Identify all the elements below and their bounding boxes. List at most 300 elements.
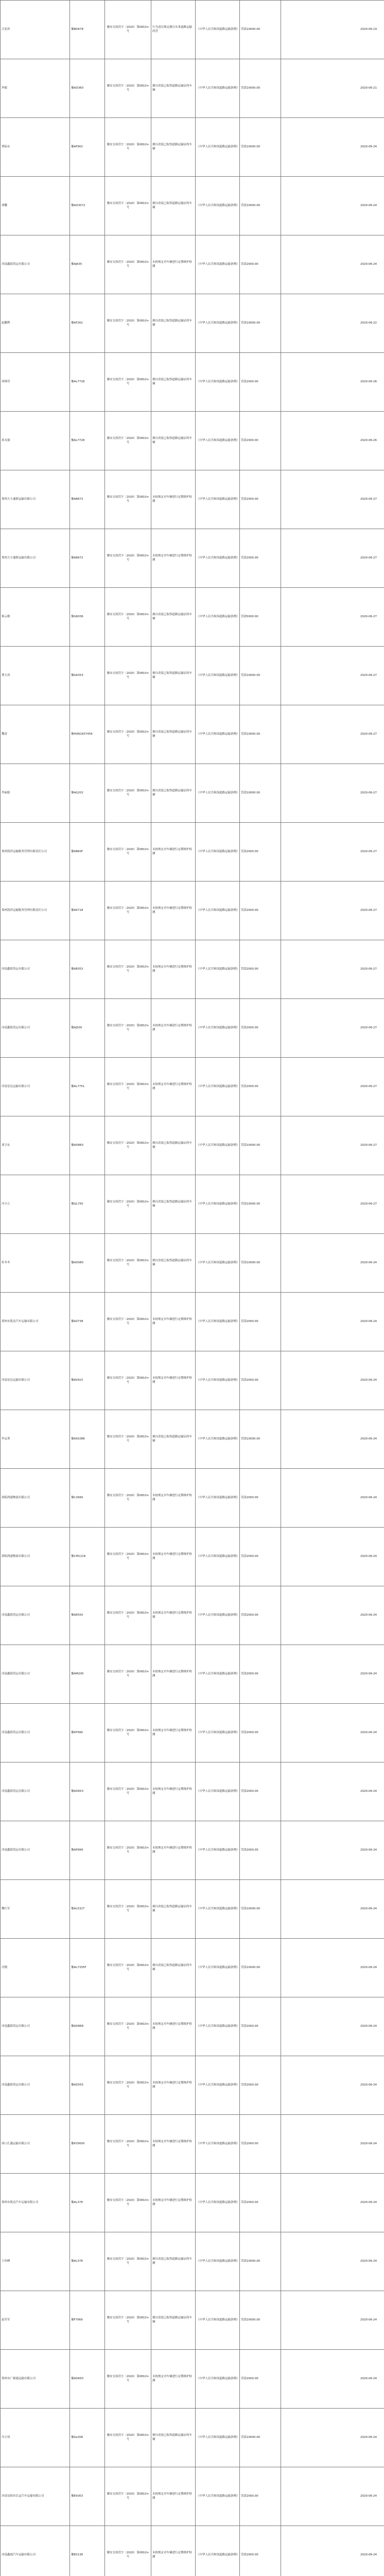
plate-number-cell: 豫AL7728 [70,353,105,412]
decision-date-cell: 2020-06-26 [281,412,384,470]
penalty-cell: 罚款10000.00 [240,1880,281,1939]
party-name-cell: 周口汇鑫运输有限公司 [1,2115,70,2174]
penalty-cell: 罚款2000.00 [240,470,281,529]
decision-date-cell: 2020-06-27 [281,470,384,529]
decision-date-cell: 2020-06-24 [281,1939,384,1997]
violation-cell: 未按规定对车辆进行定期维护检测 [151,2115,196,2174]
legal-basis-cell: 《中华人民共和国道路运输条例》 [196,1469,240,1528]
violation-cell: 擅自改装已取得道路运输证的车辆 [151,1880,196,1939]
decision-date-cell: 2020-06-24 [281,1351,384,1410]
legal-basis-cell: 《中华人民共和国道路运输条例》 [196,1762,240,1821]
penalty-cell: 罚款2000.00 [240,1586,281,1645]
party-name-cell: 河南鑫海货运有限公司 [1,1704,70,1762]
decision-number-cell: 豫安交执罚字〔2020〕第0810×号 [105,235,151,294]
table-row [1,353,384,412]
decision-date-cell: 2020-06-27 [281,1116,384,1175]
decision-number-cell: 豫安交执罚字〔2020〕第0810×号 [105,882,151,940]
penalty-cell: 罚款2000.00 [240,1645,281,1704]
plate-number-cell: 豫AB972 [70,529,105,588]
decision-date-cell: 2020-06-24 [281,1645,384,1704]
penalty-cell: 罚款2000.00 [240,2350,281,2409]
decision-number-cell: 豫安交执罚字〔2020〕第0810×号 [105,647,151,705]
plate-number-cell: 豫BD678 [70,1,105,59]
plate-number-cell: 豫G6353 [70,647,105,705]
party-name-cell: 王伟峰 [1,2232,70,2291]
party-name-cell: 河南鑫海货运有限公司 [1,235,70,294]
plate-number-cell: 豫GL750 [70,1175,105,1234]
violation-cell: 未按规定对车辆进行定期维护检测 [151,1821,196,1880]
plate-number-cell: 豫AE053 [70,940,105,999]
decision-date-cell: 2020-06-27 [281,588,384,647]
penalty-cell: 罚款10000.00 [240,1116,281,1175]
decision-number-cell: 豫安交执罚字〔2020〕第0810×号 [105,2467,151,2526]
decision-number-cell: 豫安交执罚字〔2020〕第0810×号 [105,940,151,999]
decision-date-cell: 2020-06-24 [281,1410,384,1469]
violation-cell: 未按规定对车辆进行定期维护检测 [151,1293,196,1351]
party-name-cell: 冯刚 [1,1939,70,1997]
penalty-cell: 罚款2000.00 [240,1704,281,1762]
penalty-cell: 罚款10000.00 [240,1234,281,1293]
legal-basis-cell: 《中华人民共和国道路运输条例》 [196,2174,240,2232]
plate-number-cell: 豫AJ635 [70,235,105,294]
plate-number-cell: 豫AM200 [70,1645,105,1704]
decision-number-cell: 豫安交执罚字〔2020〕第0810×号 [105,1939,151,1997]
violation-cell: 擅自改装已取得道路运输证的车辆 [151,1234,196,1293]
penalty-cell: 罚款10000.00 [240,2409,281,2467]
violation-cell: 擅自改装已取得道路运输证的车辆 [151,2232,196,2291]
violation-cell: 未按规定对车辆进行定期维护检测 [151,1997,196,2056]
plate-number-cell: 豫AD883 [70,1116,105,1175]
decision-date-cell: 2020-06-24 [281,235,384,294]
table-row [1,940,384,999]
decision-date-cell: 2020-06-24 [281,1880,384,1939]
penalty-cell: 罚款10000.00 [240,59,281,118]
decision-number-cell: 豫安交执罚字〔2020〕第0810×号 [105,1645,151,1704]
violation-cell: 擅自改装已取得道路运输证的车辆 [151,1410,196,1469]
violation-cell: 未按规定对车辆进行定期维护检测 [151,1645,196,1704]
penalty-cell: 罚款2000.00 [240,2115,281,2174]
legal-basis-cell: 《中华人民共和国道路运输条例》 [196,1175,240,1234]
table-row [1,588,384,647]
violation-cell: 擅自改装已取得道路运输证的车辆 [151,2291,196,2350]
legal-basis-cell: 《中华人民共和国道路运输条例》 [196,1234,240,1293]
decision-date-cell: 2020-06-24 [281,2115,384,2174]
plate-number-cell: 豫AD360 [70,59,105,118]
decision-number-cell: 豫安交执罚字〔2020〕第0810×号 [105,705,151,764]
plate-number-cell: 豫GL006 [70,2409,105,2467]
violation-cell: 擅自改装已取得道路运输证的车辆 [151,412,196,470]
violation-cell: 擅自改装已取得道路运输证的车辆 [151,177,196,235]
decision-date-cell: 2020-06-27 [281,529,384,588]
plate-number-cell: 豫CM1218 [70,1528,105,1586]
penalty-table-body [1,1,384,2576]
penalty-cell: 罚款10000.00 [240,1410,281,1469]
decision-date-cell: 2020-06-27 [281,1175,384,1234]
decision-date-cell: 2020-06-24 [281,1586,384,1645]
party-name-cell: 洛阳鸿通物流有限公司 [1,1528,70,1586]
violation-cell: 未按规定对车辆进行定期维护检测 [151,1762,196,1821]
party-name-cell: 河南鑫晟汽车运输有限公司 [1,2526,70,2576]
decision-number-cell: 豫安交执罚字〔2020〕第0810×号 [105,2115,151,2174]
legal-basis-cell: 《中华人民共和国道路运输条例》 [196,1586,240,1645]
violation-cell: 擅自改装已取得道路运输证的车辆 [151,705,196,764]
table-row [1,2467,384,2526]
table-row [1,1528,384,1586]
violation-cell: 未按规定对车辆进行定期维护检测 [151,999,196,1058]
legal-basis-cell: 《中华人民共和国道路运输条例》 [196,2056,240,2115]
legal-basis-cell: 《中华人民共和国道路运输条例》 [196,1528,240,1586]
table-row [1,1175,384,1234]
table-row [1,1234,384,1293]
penalty-cell: 罚款2000.00 [240,2467,281,2526]
decision-number-cell: 豫安交执罚字〔2020〕第0810×号 [105,353,151,412]
violation-cell: 未按规定对车辆进行定期维护检测 [151,1469,196,1528]
party-name-cell: 河南鑫海货运有限公司 [1,940,70,999]
legal-basis-cell: 《中华人民共和国道路运输条例》 [196,412,240,470]
legal-basis-cell: 《中华人民共和国道路运输条例》 [196,1997,240,2056]
penalty-cell: 罚款2000.00 [240,2526,281,2576]
party-name-cell: 河南鑫海货运有限公司 [1,1586,70,1645]
decision-date-cell: 2020-06-27 [281,764,384,823]
violation-cell: 擅自改装已取得道路运输证的车辆 [151,2409,196,2467]
legal-basis-cell: 《中华人民共和国道路运输条例》 [196,118,240,177]
decision-date-cell: 2020-06-27 [281,940,384,999]
violation-cell: 行为违反规定擅自从事道路运输经营 [151,1,196,59]
violation-cell: 未按规定对车辆进行定期维护检测 [151,1528,196,1586]
decision-date-cell: 2020-06-27 [281,999,384,1058]
legal-basis-cell: 《中华人民共和国道路运输条例》 [196,1351,240,1410]
legal-basis-cell: 《中华人民共和国道路运输条例》 [196,764,240,823]
legal-basis-cell: 《中华人民共和国道路运输条例》 [196,2115,240,2174]
party-name-cell: 洛阳鸿通物流有限公司 [1,1469,70,1528]
decision-date-cell: 2020-06-24 [281,1234,384,1293]
legal-basis-cell: 《中华人民共和国道路运输条例》 [196,353,240,412]
decision-number-cell: 豫安交执罚字〔2020〕第0810×号 [105,1410,151,1469]
plate-number-cell: 豫AK718 [70,882,105,940]
violation-cell: 擅自改装已取得道路运输证的车辆 [151,1116,196,1175]
legal-basis-cell: 《中华人民共和国道路运输条例》 [196,1645,240,1704]
legal-basis-cell: 《中华人民共和国道路运输条例》 [196,1821,240,1880]
decision-number-cell: 豫安交执罚字〔2020〕第0810×号 [105,1997,151,2056]
table-row [1,1586,384,1645]
decision-number-cell: 豫安交执罚字〔2020〕第0810×号 [105,470,151,529]
decision-number-cell: 豫安交执罚字〔2020〕第0810×号 [105,1351,151,1410]
decision-date-cell: 2020-06-24 [281,1997,384,2056]
decision-number-cell: 豫安交执罚字〔2020〕第0810×号 [105,999,151,1058]
decision-date-cell: 2020-06-24 [281,2174,384,2232]
table-row [1,1939,384,1997]
plate-number-cell: 豫AP999 [70,1821,105,1880]
decision-number-cell: 豫安交执罚字〔2020〕第0810×号 [105,2291,151,2350]
violation-cell: 未按规定对车辆进行定期维护检测 [151,529,196,588]
party-name-cell: 周维营 [1,353,70,412]
legal-basis-cell: 《中华人民共和国道路运输条例》 [196,2409,240,2467]
legal-basis-cell: 《中华人民共和国道路运输条例》 [196,823,240,882]
plate-number-cell: 豫AJ500 [70,999,105,1058]
decision-number-cell: 豫安交执罚字〔2020〕第0810×号 [105,1880,151,1939]
table-row [1,647,384,705]
party-name-cell: 刘卫东 [1,1116,70,1175]
party-name-cell: 郑州市凯达汽车运输有限公司 [1,1293,70,1351]
decision-date-cell: 2020-06-24 [281,1704,384,1762]
table-row [1,1410,384,1469]
violation-cell: 未按规定对车辆进行定期维护检测 [151,1351,196,1410]
plate-number-cell: 豫AD653 [70,1762,105,1821]
table-row [1,2291,384,2350]
party-name-cell: 胡鹏 [1,177,70,235]
violation-cell: 未按规定对车辆进行定期维护检测 [151,823,196,882]
legal-basis-cell: 《中华人民共和国道路运输条例》 [196,1704,240,1762]
table-row [1,1,384,59]
violation-cell: 未按规定对车辆进行定期维护检测 [151,2174,196,2232]
table-row [1,2350,384,2409]
party-name-cell: 河南鑫海货运有限公司 [1,1762,70,1821]
table-row [1,529,384,588]
decision-number-cell: 豫安交执罚字〔2020〕第0810×号 [105,2174,151,2232]
decision-date-cell: 2020-06-24 [281,2467,384,2526]
violation-cell: 擅自改装已取得道路运输证的车辆 [151,353,196,412]
party-name-cell: 河南鑫海货运有限公司 [1,999,70,1058]
violation-cell: 擅自改装已取得道路运输证的车辆 [151,1175,196,1234]
legal-basis-cell: 《中华人民共和国道路运输条例》 [196,647,240,705]
table-row [1,1762,384,1821]
table-row [1,2174,384,2232]
table-row [1,177,384,235]
violation-cell: 擅自改装已取得道路运输证的车辆 [151,1939,196,1997]
plate-number-cell: 豫F7969 [70,2291,105,2350]
plate-number-cell: 豫AD3072 [70,177,105,235]
decision-number-cell: 豫安交执罚字〔2020〕第0810×号 [105,1234,151,1293]
legal-basis-cell: 《中华人民共和国道路运输条例》 [196,1058,240,1116]
decision-number-cell: 豫安交执罚字〔2020〕第0810×号 [105,2350,151,2409]
penalty-cell: 罚款2000.00 [240,999,281,1058]
decision-date-cell: 2020-06-24 [281,1469,384,1528]
table-row [1,2526,384,2576]
penalty-cell: 罚款10000.00 [240,1,281,59]
penalty-cell: 罚款2000.00 [240,1997,281,2056]
table-row [1,1469,384,1528]
decision-number-cell: 豫安交执罚字〔2020〕第0810×号 [105,2232,151,2291]
decision-number-cell: 豫安交执罚字〔2020〕第0810×号 [105,529,151,588]
party-name-cell: 吕亚滨 [1,1,70,59]
party-name-cell: 郑州市广源通运输有限公司 [1,2350,70,2409]
violation-cell: 未按规定对车辆进行定期维护检测 [151,1058,196,1116]
plate-number-cell: 豫AL5327 [70,1880,105,1939]
decision-number-cell: 豫安交执罚字〔2020〕第0810×号 [105,1528,151,1586]
party-name-cell: 河南鑫海货运有限公司 [1,1645,70,1704]
table-row [1,118,384,177]
decision-date-cell: 2020-06-27 [281,1058,384,1116]
decision-date-cell: 2020-06-27 [281,882,384,940]
violation-cell: 未按规定对车辆进行定期维护检测 [151,2526,196,2576]
legal-basis-cell: 《中华人民共和国道路运输条例》 [196,2291,240,2350]
legal-basis-cell: 《中华人民共和国道路运输条例》 [196,2350,240,2409]
penalty-cell: 罚款2000.00 [240,882,281,940]
legal-basis-cell: 《中华人民共和国道路运输条例》 [196,705,240,764]
plate-number-cell: 豫AB972 [70,470,105,529]
decision-number-cell: 豫安交执罚字〔2020〕第0810×号 [105,1,151,59]
party-name-cell: 魏涛 [1,705,70,764]
legal-basis-cell: 《中华人民共和国道路运输条例》 [196,999,240,1058]
legal-basis-cell: 《中华人民共和国道路运输条例》 [196,1293,240,1351]
penalty-cell: 罚款2000.00 [240,2174,281,2232]
violation-cell: 未按规定对车辆进行定期维护检测 [151,940,196,999]
decision-number-cell: 豫安交执罚字〔2020〕第0810×号 [105,1821,151,1880]
decision-number-cell: 豫安交执罚字〔2020〕第0810×号 [105,2056,151,2115]
party-name-cell: 河南鑫海货运有限公司 [1,1821,70,1880]
table-row [1,2115,384,2174]
decision-date-cell: 2020-06-24 [281,2291,384,2350]
party-name-cell: 郑州凯祥运输服务管理有限责任公司 [1,882,70,940]
decision-number-cell: 豫安交执罚字〔2020〕第0810×号 [105,2409,151,2467]
party-name-cell: 郑州市凯达汽车运输有限公司 [1,2174,70,2232]
decision-date-cell: 2020-06-21 [281,59,384,118]
decision-number-cell: 豫安交执罚字〔2020〕第0810×号 [105,118,151,177]
party-name-cell: 河南鑫海货运有限公司 [1,1997,70,2056]
party-name-cell: 李毅 [1,59,70,118]
violation-cell: 未按规定对车辆进行定期维护检测 [151,470,196,529]
legal-basis-cell: 《中华人民共和国道路运输条例》 [196,882,240,940]
decision-date-cell: 2020-06-24 [281,2526,384,2576]
table-row [1,1116,384,1175]
table-row [1,1351,384,1410]
violation-cell: 擅自改装已取得道路运输证的车辆 [151,118,196,177]
penalty-cell: 罚款10000.00 [240,2291,281,2350]
decision-date-cell: 2020-06-24 [281,177,384,235]
legal-basis-cell: 《中华人民共和国道路运输条例》 [196,294,240,353]
decision-number-cell: 豫安交执罚字〔2020〕第0810×号 [105,412,151,470]
table-row [1,470,384,529]
party-name-cell: 杨云敏 [1,588,70,647]
penalty-cell: 罚款2000.00 [240,1469,281,1528]
table-row [1,823,384,882]
plate-number-cell: 豫AT999 [70,1704,105,1762]
plate-number-cell: 豫E0138 [70,2526,105,2576]
table-row [1,2409,384,2467]
legal-basis-cell: 《中华人民共和国道路运输条例》 [196,1939,240,1997]
table-row [1,2232,384,2291]
plate-number-cell: 豫AB60F [70,823,105,882]
penalty-cell: 罚款2000.00 [240,1762,281,1821]
decision-date-cell: 2020-06-24 [281,118,384,177]
decision-number-cell: 豫安交执罚字〔2020〕第0810×号 [105,2526,151,2576]
decision-number-cell: 豫安交执罚字〔2020〕第0810×号 [105,1704,151,1762]
table-row [1,235,384,294]
violation-cell: 未按规定对车辆进行定期维护检测 [151,2056,196,2115]
legal-basis-cell: 《中华人民共和国道路运输条例》 [196,177,240,235]
decision-date-cell: 2020-06-27 [281,823,384,882]
violation-cell: 擅自改装已取得道路运输证的车辆 [151,59,196,118]
decision-date-cell: 2020-06-24 [281,2409,384,2467]
table-row [1,764,384,823]
violation-cell: 未按规定对车辆进行定期维护检测 [151,2350,196,2409]
violation-cell: 未按规定对车辆进行定期维护检测 [151,882,196,940]
table-row [1,882,384,940]
table-row [1,1704,384,1762]
decision-date-cell: 2020-06-27 [281,705,384,764]
plate-number-cell: 豫AL378 [70,2174,105,2232]
penalty-cell: 罚款10000.00 [240,647,281,705]
decision-number-cell: 豫安交执罚字〔2020〕第0810×号 [105,1586,151,1645]
party-name-cell: 赵军军 [1,2291,70,2350]
legal-basis-cell: 《中华人民共和国道路运输条例》 [196,1116,240,1175]
violation-cell: 未按规定对车辆进行定期维护检测 [151,1586,196,1645]
party-name-cell: 河南星达运输有限公司 [1,1058,70,1116]
plate-number-cell: 豫AL7728 [70,412,105,470]
table-row [1,1880,384,1939]
decision-number-cell: 豫安交执罚字〔2020〕第0810×号 [105,294,151,353]
plate-number-cell: 豫AD555 [70,2056,105,2115]
legal-basis-cell: 《中华人民共和国道路运输条例》 [196,235,240,294]
party-name-cell: 曹天真 [1,647,70,705]
party-name-cell: 河南鑫海货运有限公司 [1,2056,70,2115]
penalty-cell: 罚款10000.00 [240,1939,281,1997]
table-row [1,1645,384,1704]
table-row [1,999,384,1058]
penalty-cell: 罚款10000.00 [240,1175,281,1234]
penalty-cell: 罚款2000.00 [240,1058,281,1116]
plate-number-cell: 豫AL378 [70,2232,105,2291]
decision-date-cell: 2020-06-24 [281,2350,384,2409]
violation-cell: 未按规定对车辆进行定期维护检测 [151,2467,196,2526]
legal-basis-cell: 《中华人民共和国道路运输条例》 [196,1410,240,1469]
table-row [1,1293,384,1351]
party-name-cell: 冯小立 [1,1175,70,1234]
plate-number-cell: 豫AL7335F [70,1939,105,1997]
decision-number-cell: 豫安交执罚字〔2020〕第0810×号 [105,764,151,823]
penalty-cell: 罚款2000.00 [240,1821,281,1880]
decision-number-cell: 豫安交执罚字〔2020〕第0810×号 [105,1293,151,1351]
plate-number-cell: 豫AD080 [70,1234,105,1293]
plate-number-cell: 豫AG202 [70,764,105,823]
legal-basis-cell: 《中华人民共和国道路运输条例》 [196,588,240,647]
plate-number-cell: 豫AD868 [70,1997,105,2056]
decision-number-cell: 豫安交执罚字〔2020〕第0810×号 [105,1762,151,1821]
party-name-cell: 冯立伟 [1,2409,70,2467]
plate-number-cell: 豫AD650 [70,2350,105,2409]
violation-cell: 未按规定对车辆进行定期维护检测 [151,235,196,294]
penalty-cell: 罚款2000.00 [240,353,281,412]
legal-basis-cell: 《中华人民共和国道路运输条例》 [196,59,240,118]
table-row [1,705,384,764]
plate-number-cell: 豫AZ738 [70,1293,105,1351]
table-row [1,412,384,470]
legal-basis-cell: 《中华人民共和国道路运输条例》 [196,1880,240,1939]
legal-basis-cell: 《中华人民共和国道路运输条例》 [196,2467,240,2526]
decision-number-cell: 豫安交执罚字〔2020〕第0810×号 [105,588,151,647]
table-row [1,1997,384,2056]
decision-date-cell: 2020-06-24 [281,2232,384,2291]
penalty-cell: 罚款2000.00 [240,1528,281,1586]
penalty-cell: 罚款2000.00 [240,1351,281,1410]
plate-number-cell: 豫AF902 [70,118,105,177]
party-name-cell: 郑州大小通联运输有限公司 [1,470,70,529]
penalty-cell: 罚款2000.00 [240,823,281,882]
table-row [1,1821,384,1880]
decision-number-cell: 豫安交执罚字〔2020〕第0810×号 [105,1058,151,1116]
penalty-cell: 罚款10000.00 [240,118,281,177]
party-name-cell: 孙永强 [1,412,70,470]
party-name-cell: 郑州凯祥运输服务管理有限责任公司 [1,823,70,882]
party-name-cell: 郑州大小通联运输有限公司 [1,529,70,588]
party-name-cell: 魏红军 [1,1880,70,1939]
penalty-cell: 罚款10000.00 [240,2232,281,2291]
plate-number-cell: 豫E5003 [70,2467,105,2526]
penalty-cell: 罚款2000.00 [240,412,281,470]
party-name-cell: 河南安阳市长运汽车运输有限公司 [1,2467,70,2526]
decision-date-cell: 2020-06-22 [281,294,384,353]
penalty-cell: 罚款10000.00 [240,294,281,353]
